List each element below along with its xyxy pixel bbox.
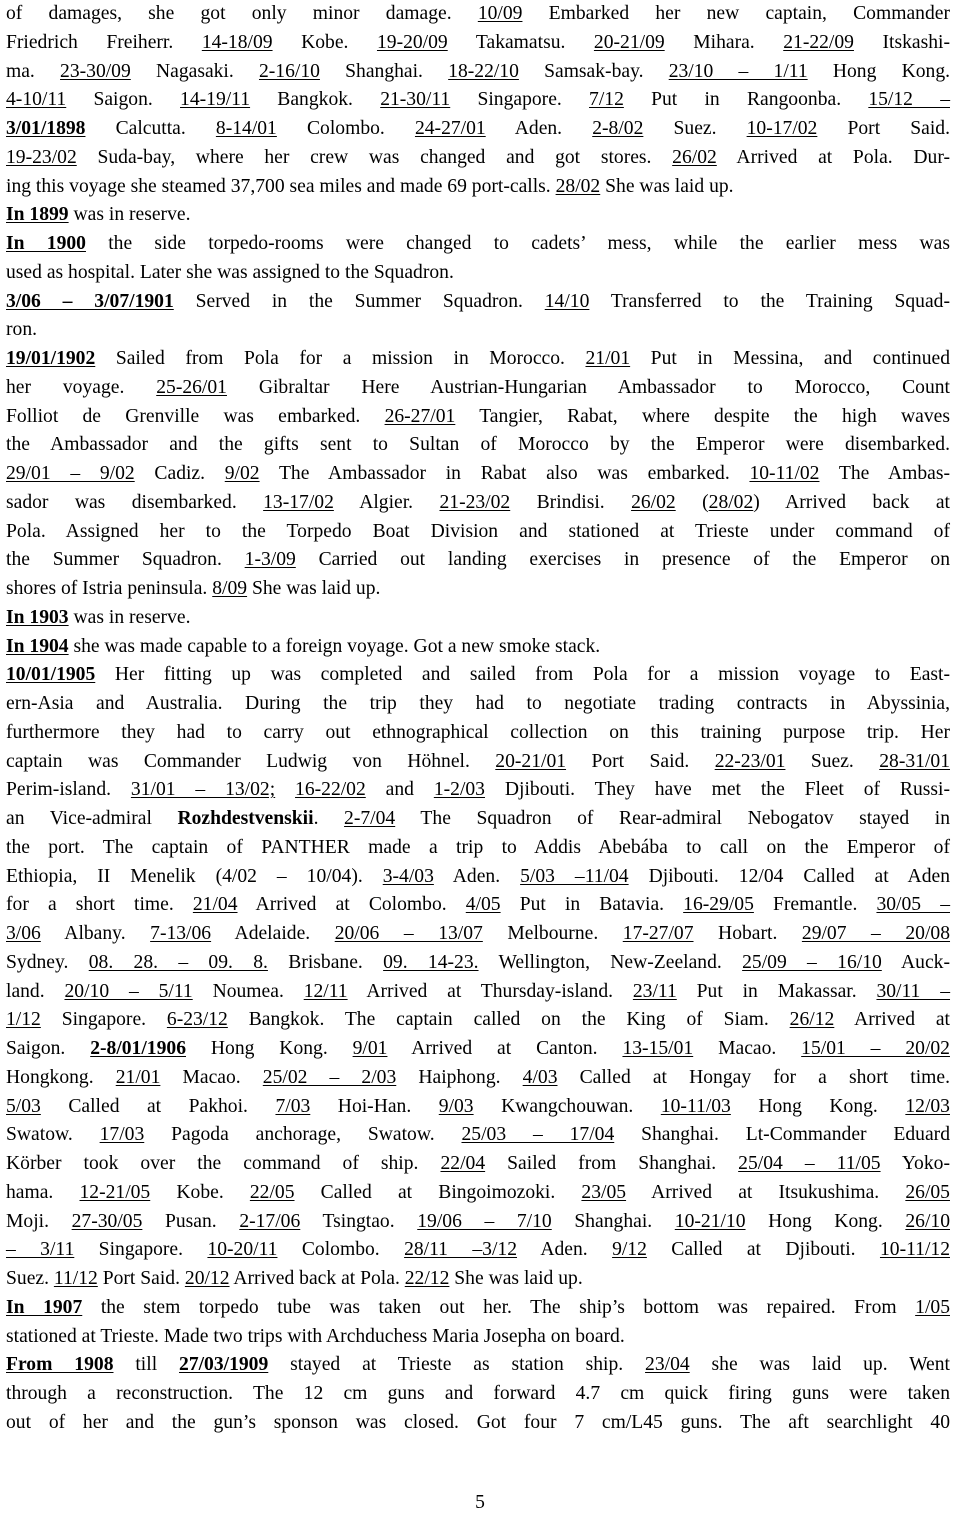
text-run: Hong Kong. bbox=[730, 1095, 906, 1117]
text-run: Arrived at Thursday-island. bbox=[347, 980, 633, 1002]
text-run: Calcutta. bbox=[85, 118, 216, 139]
date-reference: 7/03 bbox=[275, 1095, 311, 1117]
text-run: Rozhdestvenskii bbox=[177, 808, 314, 829]
text-run: Kobe. bbox=[150, 1181, 250, 1203]
text-run: Called at Hongay for a short time. bbox=[557, 1066, 950, 1088]
date-reference: 10-17/02 bbox=[746, 118, 818, 139]
text-line bbox=[6, 920, 950, 949]
text-line bbox=[6, 86, 950, 115]
date-reference: 4-10/11 bbox=[6, 89, 67, 111]
text-line bbox=[6, 230, 950, 259]
date-reference: 9/01 bbox=[352, 1038, 388, 1059]
text-line bbox=[6, 719, 950, 748]
date-reference: 3/06 bbox=[6, 923, 41, 944]
text-run: Auck- bbox=[881, 951, 950, 973]
text-run: . bbox=[313, 808, 345, 829]
text-run: an Vice-admiral bbox=[6, 808, 178, 829]
text-line bbox=[6, 288, 950, 317]
text-run: shores of Istria peninsula. bbox=[6, 578, 213, 599]
date-reference: 24-27/01 bbox=[414, 118, 486, 139]
text-run: Mihara. bbox=[664, 31, 784, 53]
text-run: the Ambassador and the gifts sent to Sultan of Morocco by the Emperor were disembarked. bbox=[6, 434, 950, 456]
date-reference: 21/01 bbox=[585, 348, 631, 369]
date-reference: 3/06 – 3/07/1901 bbox=[6, 290, 174, 312]
text-run: Pola. Assigned her to the Torpedo Boat Division and stationed at Trieste under command of bbox=[6, 520, 950, 542]
text-run: stationed at Trieste. Made two trips with Archduchess Maria Josepha on board. bbox=[6, 1325, 625, 1347]
text-run: Suda-bay, where her crew was changed and got stores. bbox=[76, 146, 673, 168]
date-reference: 21/01 bbox=[115, 1066, 161, 1088]
text-run: Called at Djibouti. bbox=[646, 1239, 880, 1261]
text-run: Embarked her new captain, Commander bbox=[522, 3, 950, 24]
text-run bbox=[275, 779, 295, 800]
text-run: the side torpedo-rooms were changed to cadets’ mess, while the earlier mess was bbox=[85, 233, 950, 254]
text-run: Djibouti. 12/04 Called at Aden bbox=[628, 865, 950, 887]
date-reference: 22/05 bbox=[249, 1181, 295, 1203]
text-run: captain was Commander Ludwig von Höhnel. bbox=[6, 750, 496, 772]
text-run: Suez. bbox=[643, 118, 747, 139]
text-run: Colombo. bbox=[276, 118, 415, 139]
date-reference: 20/12 bbox=[184, 1268, 230, 1289]
text-run: Takamatsu. bbox=[447, 31, 594, 53]
text-run: Djibouti. They have met the Fleet of Russi- bbox=[484, 779, 950, 801]
date-reference: 8/09 bbox=[212, 578, 248, 599]
text-line bbox=[6, 546, 950, 575]
date-reference: 9/03 bbox=[438, 1095, 474, 1117]
date-reference: From 1908 bbox=[6, 1354, 114, 1376]
text-line bbox=[6, 834, 950, 863]
date-reference: 5/03 bbox=[6, 1095, 41, 1117]
text-run: Her fitting up was completed and sailed from Pola for a mission voyage to East- bbox=[95, 664, 950, 686]
text-line bbox=[6, 1323, 950, 1352]
text-run: Singapore. bbox=[450, 89, 590, 111]
text-run: Tsingtao. bbox=[300, 1210, 418, 1232]
text-line bbox=[6, 1179, 950, 1208]
text-run: Singapore. bbox=[74, 1239, 208, 1261]
text-run: Ethiopia, II Menelik (4/02 – 10/04). bbox=[6, 865, 383, 887]
text-run: ing this voyage she steamed 37,700 sea miles and made 69 port-calls. bbox=[6, 175, 556, 197]
text-run: Bangkok. The captain called on the King of Siam. bbox=[227, 1009, 790, 1031]
text-run: Arrived at Colombo. bbox=[237, 894, 466, 916]
date-reference: 23/11 bbox=[632, 980, 677, 1002]
text-run: Arrived at Canton. bbox=[387, 1038, 623, 1059]
date-reference: 25/04 – 11/05 bbox=[738, 1153, 881, 1174]
date-reference: 9/12 bbox=[612, 1239, 647, 1261]
date-reference: 26-27/01 bbox=[384, 405, 456, 427]
text-run: Moji. bbox=[6, 1210, 72, 1232]
date-reference: 26/05 bbox=[905, 1181, 950, 1203]
text-run: Tangier, Rabat, where despite the high waves bbox=[455, 405, 950, 427]
date-reference: 2-16/10 bbox=[258, 60, 320, 82]
text-run: She was laid up. bbox=[600, 175, 734, 197]
text-line bbox=[6, 748, 950, 777]
text-run: Suez. bbox=[785, 750, 880, 772]
date-reference: 13-15/01 bbox=[622, 1038, 694, 1059]
text-line bbox=[6, 633, 950, 662]
text-run: Transferred to the Training Squad- bbox=[589, 290, 950, 312]
text-run: Haiphong. bbox=[396, 1066, 523, 1088]
text-run: Arrived at bbox=[834, 1009, 950, 1031]
date-reference: 2-8/02 bbox=[592, 118, 644, 139]
text-run: Called at Pakhoi. bbox=[40, 1095, 276, 1117]
text-run: Algier. bbox=[333, 491, 440, 513]
text-line bbox=[6, 776, 950, 805]
text-line bbox=[6, 1351, 950, 1380]
text-run: ( bbox=[675, 491, 709, 513]
text-run: Shanghai. bbox=[551, 1210, 675, 1232]
date-reference: 2-17/06 bbox=[239, 1210, 301, 1232]
text-line bbox=[6, 58, 950, 87]
text-line bbox=[6, 1064, 950, 1093]
text-run: Hong Kong. bbox=[745, 1210, 906, 1232]
document-page bbox=[6, 0, 950, 1438]
date-reference: 22-23/01 bbox=[714, 750, 786, 772]
text-run: Suez. bbox=[6, 1268, 54, 1289]
text-run: ) Arrived back at bbox=[753, 491, 950, 513]
text-line bbox=[6, 460, 950, 489]
text-run: Colombo. bbox=[277, 1239, 405, 1261]
text-line bbox=[6, 1093, 950, 1122]
date-reference: 21/04 bbox=[192, 894, 238, 916]
date-reference: 21-22/09 bbox=[783, 31, 854, 53]
text-line bbox=[6, 604, 950, 633]
text-run: Pagoda anchorage, Swatow. bbox=[144, 1124, 462, 1146]
date-reference: 10-11/02 bbox=[749, 463, 820, 484]
text-run: Put in Batavia. bbox=[500, 894, 684, 916]
date-reference: 4/05 bbox=[465, 894, 501, 916]
text-run: Served in the Summer Squadron. bbox=[173, 290, 545, 312]
date-reference: 20-21/09 bbox=[593, 31, 665, 53]
text-run: Aden. bbox=[433, 865, 521, 887]
date-reference: 25/03 – 17/04 bbox=[461, 1124, 615, 1146]
date-reference: 18-22/10 bbox=[448, 60, 519, 82]
date-reference: 26/02 bbox=[672, 146, 717, 168]
date-reference: 23/10 – 1/11 bbox=[668, 60, 808, 82]
text-run: of damages, she got only minor damage. bbox=[6, 3, 478, 24]
text-run: for a short time. bbox=[6, 894, 193, 916]
date-reference: 17-27/07 bbox=[622, 923, 694, 944]
text-line bbox=[6, 316, 950, 345]
text-line bbox=[6, 1409, 950, 1438]
text-run: Port Said. bbox=[97, 1268, 185, 1289]
text-run: Put in Makassar. bbox=[676, 980, 877, 1002]
date-reference: 28/02 bbox=[555, 175, 601, 197]
date-reference: 12/11 bbox=[303, 980, 348, 1002]
text-run: sador was disembarked. bbox=[6, 491, 264, 513]
date-reference: 29/01 – 9/02 bbox=[6, 463, 135, 484]
text-run: Port Said. bbox=[566, 750, 715, 772]
text-run: Bangkok. bbox=[250, 89, 381, 111]
text-line bbox=[6, 863, 950, 892]
date-reference: 5/03 –11/04 bbox=[520, 865, 629, 887]
date-reference: 22/12 bbox=[404, 1268, 450, 1289]
date-reference: In 1900 bbox=[6, 233, 86, 254]
text-run: Adelaide. bbox=[211, 923, 335, 944]
text-line bbox=[6, 1035, 950, 1064]
text-run: Put in Messina, and continued bbox=[630, 348, 950, 369]
date-reference: 26/12 bbox=[789, 1009, 835, 1031]
date-reference: In 1903 bbox=[6, 606, 69, 628]
text-line bbox=[6, 690, 950, 719]
text-run: Hongkong. bbox=[6, 1066, 116, 1088]
text-run: Swatow. bbox=[6, 1124, 100, 1146]
date-reference: 23-30/09 bbox=[60, 60, 131, 82]
text-run: Noumea. bbox=[192, 980, 304, 1002]
date-reference: 14/10 bbox=[544, 290, 590, 312]
text-run: Shanghai. Lt-Commander Eduard bbox=[614, 1124, 950, 1146]
date-reference: 23/05 bbox=[581, 1181, 627, 1203]
text-run: Wellington, New-Zeeland. bbox=[478, 951, 743, 973]
date-reference: 7-13/06 bbox=[150, 923, 212, 944]
date-reference: 08. 28. – 09. 8. bbox=[88, 951, 268, 973]
text-run: She was laid up. bbox=[247, 578, 381, 599]
text-run: Körber took over the command of ship. bbox=[6, 1153, 441, 1174]
date-reference: 3-4/03 bbox=[382, 865, 434, 887]
date-reference: 10-20/11 bbox=[207, 1239, 278, 1261]
text-run: Aden. bbox=[485, 118, 593, 139]
text-run: land. bbox=[6, 980, 65, 1002]
text-run: Hobart. bbox=[693, 923, 802, 944]
date-reference: 13-17/02 bbox=[263, 491, 334, 513]
date-reference: 16-29/05 bbox=[683, 894, 754, 916]
text-run: Friedrich Freiherr. bbox=[6, 31, 202, 53]
text-run: ron. bbox=[6, 319, 38, 341]
text-line bbox=[6, 1006, 950, 1035]
text-run: Port Said. bbox=[817, 118, 950, 139]
date-reference: 30/11 – bbox=[876, 980, 951, 1002]
date-reference: 10/09 bbox=[477, 3, 523, 24]
date-reference: 1-2/03 bbox=[433, 779, 485, 801]
text-run: Perim-island. bbox=[6, 779, 131, 801]
text-run: She was laid up. bbox=[449, 1268, 583, 1289]
text-run: the stem torpedo tube was taken out her. The ship’s bottom was repaired. From bbox=[82, 1296, 916, 1318]
text-run: through a reconstruction. The 12 cm guns and forward 4.7 cm quick firing guns were taken bbox=[6, 1383, 950, 1404]
text-line bbox=[6, 1121, 950, 1150]
text-line bbox=[6, 1208, 950, 1237]
text-line bbox=[6, 345, 950, 374]
date-reference: 19/01/1902 bbox=[6, 348, 96, 369]
date-reference: 25/02 – 2/03 bbox=[262, 1066, 397, 1088]
text-run: till bbox=[113, 1354, 180, 1376]
text-line bbox=[6, 374, 950, 403]
text-line bbox=[6, 805, 950, 834]
text-line bbox=[6, 661, 950, 690]
text-run: Saigon. bbox=[66, 89, 181, 111]
date-reference: 28/11 –3/12 bbox=[404, 1239, 518, 1261]
text-run: The Ambas- bbox=[819, 463, 950, 484]
date-reference: 15/12 – bbox=[868, 89, 950, 111]
date-reference: 19/06 – 7/10 bbox=[417, 1210, 552, 1232]
date-reference: 3/01/1898 bbox=[6, 118, 86, 139]
date-reference: 29/07 – 20/08 bbox=[801, 923, 951, 944]
text-run: hama. bbox=[6, 1181, 80, 1203]
text-run: was in reserve. bbox=[68, 606, 191, 628]
date-reference: 25-26/01 bbox=[156, 376, 227, 398]
text-line bbox=[6, 259, 950, 288]
text-run: furthermore they had to carry out ethnographical collection on this training purpose trip. Her bbox=[6, 721, 950, 743]
date-reference: 28-31/01 bbox=[879, 750, 950, 772]
text-line bbox=[6, 978, 950, 1007]
text-line bbox=[6, 173, 950, 202]
text-run: The Squadron of Rear-admiral Nebogatov stayed in bbox=[395, 808, 950, 829]
text-run: Gibraltar Here Austrian-Hungarian Ambassador to Morocco, Count bbox=[226, 376, 951, 398]
date-reference: 16-22/02 bbox=[295, 779, 366, 801]
date-reference: 20/10 – 5/11 bbox=[64, 980, 193, 1002]
date-reference: In 1899 bbox=[6, 204, 69, 226]
text-line bbox=[6, 115, 950, 144]
text-run: Pusan. bbox=[142, 1210, 240, 1232]
text-run: Brindisi. bbox=[510, 491, 632, 513]
text-run: the Summer Squadron. bbox=[6, 549, 245, 571]
date-reference: 10-11/03 bbox=[660, 1095, 731, 1117]
text-run: she was made capable to a foreign voyage. Got a new smoke stack. bbox=[68, 635, 601, 657]
date-reference: 4/03 bbox=[522, 1066, 558, 1088]
text-line bbox=[6, 575, 950, 604]
date-reference: 27-30/05 bbox=[71, 1210, 143, 1232]
date-reference: 28/02 bbox=[708, 491, 754, 513]
text-run: her voyage. bbox=[6, 376, 157, 398]
text-run: Called at Bingoimozoki. bbox=[294, 1181, 582, 1203]
text-run: Brisbane. bbox=[267, 951, 384, 973]
date-reference: 10-21/10 bbox=[674, 1210, 746, 1232]
text-run: Cadiz. bbox=[134, 463, 225, 484]
date-reference: 25/09 – 16/10 bbox=[742, 951, 882, 973]
text-run: the port. The captain of PANTHER made a trip to Addis Abebába to call on the Emperor of bbox=[6, 836, 950, 858]
text-line bbox=[6, 518, 950, 547]
date-reference: 19-23/02 bbox=[6, 146, 77, 168]
text-line bbox=[6, 949, 950, 978]
date-reference: 1-3/09 bbox=[244, 549, 296, 571]
text-line bbox=[6, 489, 950, 518]
date-reference: 10/01/1905 bbox=[6, 664, 96, 686]
text-run: Macao. bbox=[160, 1066, 263, 1088]
date-reference: 27/03/1909 bbox=[179, 1354, 269, 1376]
date-reference: 20/06 – 13/07 bbox=[334, 923, 483, 944]
text-run: Folliot de Grenville was embarked. bbox=[6, 405, 385, 427]
text-run: Carried out landing exercises in presence of the Emperor on bbox=[295, 549, 950, 571]
text-run: Samsak-bay. bbox=[518, 60, 669, 82]
date-reference: 31/01 – 13/02; bbox=[130, 779, 276, 801]
date-reference: 9/02 bbox=[224, 463, 260, 484]
page-number: 5 bbox=[475, 1492, 485, 1513]
text-run: Arrived at Pola. Dur- bbox=[716, 146, 950, 168]
text-run: Aden. bbox=[517, 1239, 613, 1261]
text-run: Itskashi- bbox=[853, 31, 950, 53]
date-reference: 21-30/11 bbox=[380, 89, 451, 111]
text-run: Arrived back at Pola. bbox=[229, 1268, 405, 1289]
text-run: was in reserve. bbox=[68, 204, 191, 226]
date-reference: 26/10 bbox=[905, 1210, 950, 1232]
date-reference: 6-23/12 bbox=[166, 1009, 228, 1031]
text-run: she was laid up. Went bbox=[689, 1354, 950, 1376]
text-run: Hong Kong. bbox=[807, 60, 951, 82]
date-reference: 12-21/05 bbox=[79, 1181, 151, 1203]
date-reference: 26/02 bbox=[631, 491, 676, 513]
text-run: stayed at Trieste as station ship. bbox=[268, 1354, 646, 1376]
date-reference: 1/12 bbox=[6, 1009, 41, 1031]
text-run: ern-Asia and Australia. During the trip they had to negotiate trading contracts in Abyssinia, bbox=[6, 693, 950, 714]
date-reference: 11/12 bbox=[53, 1268, 98, 1289]
text-run: Kwangchouwan. bbox=[473, 1095, 661, 1117]
date-reference: 09. 14-23. bbox=[383, 951, 479, 973]
date-reference: 1/05 bbox=[915, 1296, 950, 1318]
text-run: Hong Kong. bbox=[186, 1038, 353, 1059]
text-run: Yoko- bbox=[880, 1153, 950, 1174]
date-reference: 14-19/11 bbox=[180, 89, 251, 111]
date-reference: In 1904 bbox=[6, 635, 69, 657]
text-line bbox=[6, 1380, 950, 1409]
text-run: and bbox=[365, 779, 434, 801]
date-reference: 2-8/01/1906 bbox=[90, 1038, 186, 1059]
text-run: Singapore. bbox=[40, 1009, 167, 1031]
text-run: Shanghai. bbox=[319, 60, 449, 82]
text-run: Fremantle. bbox=[753, 894, 877, 916]
text-run: Saigon. bbox=[6, 1038, 91, 1059]
text-run: Albany. bbox=[40, 923, 151, 944]
text-run: ma. bbox=[6, 60, 61, 82]
text-run: Sailed from Shanghai. bbox=[485, 1153, 739, 1174]
text-line bbox=[6, 1265, 950, 1294]
text-line bbox=[6, 403, 950, 432]
text-line bbox=[6, 144, 950, 173]
text-run: Kobe. bbox=[272, 31, 377, 53]
date-reference: 12/03 bbox=[905, 1095, 950, 1117]
date-reference: In 1907 bbox=[6, 1296, 83, 1318]
date-reference: 23/04 bbox=[645, 1354, 690, 1376]
text-run: Put in Rangoonba. bbox=[623, 89, 869, 111]
date-reference: 15/01 – 20/02 bbox=[801, 1038, 950, 1059]
text-run: Melbourne. bbox=[482, 923, 623, 944]
text-line bbox=[6, 1236, 950, 1265]
text-line bbox=[6, 0, 950, 29]
date-reference: 10-11/12 bbox=[879, 1239, 950, 1261]
text-run: Sailed from Pola for a mission in Morocco. bbox=[95, 348, 586, 369]
date-reference: 2-7/04 bbox=[344, 808, 396, 829]
date-reference: 21-23/02 bbox=[439, 491, 511, 513]
text-run: Arrived at Itsukushima. bbox=[626, 1181, 906, 1203]
date-reference: 30/05 – bbox=[876, 894, 950, 916]
text-run: out of her and the gun’s sponson was closed. Got four 7 cm/L45 guns. The aft searchlight 40 bbox=[6, 1411, 950, 1433]
text-run: Sydney. bbox=[6, 951, 89, 973]
text-line bbox=[6, 1294, 950, 1323]
date-reference: 17/03 bbox=[99, 1124, 145, 1146]
date-reference: 7/12 bbox=[589, 89, 624, 111]
text-run: used as hospital. Later she was assigned to the Squadron. bbox=[6, 261, 454, 283]
date-reference: 8-14/01 bbox=[215, 118, 277, 139]
date-reference: 19-20/09 bbox=[376, 31, 448, 53]
date-reference: – 3/11 bbox=[6, 1239, 75, 1261]
text-run: Hoi-Han. bbox=[310, 1095, 439, 1117]
date-reference: 20-21/01 bbox=[495, 750, 567, 772]
text-run: Macao. bbox=[693, 1038, 802, 1059]
text-line bbox=[6, 891, 950, 920]
text-line bbox=[6, 1150, 950, 1179]
text-run: The Ambassador in Rabat also was embarked. bbox=[259, 463, 750, 484]
date-reference: 14-18/09 bbox=[201, 31, 273, 53]
text-run: Nagasaki. bbox=[130, 60, 259, 82]
text-line bbox=[6, 431, 950, 460]
text-line bbox=[6, 29, 950, 58]
text-line bbox=[6, 201, 950, 230]
date-reference: 22/04 bbox=[440, 1153, 486, 1174]
